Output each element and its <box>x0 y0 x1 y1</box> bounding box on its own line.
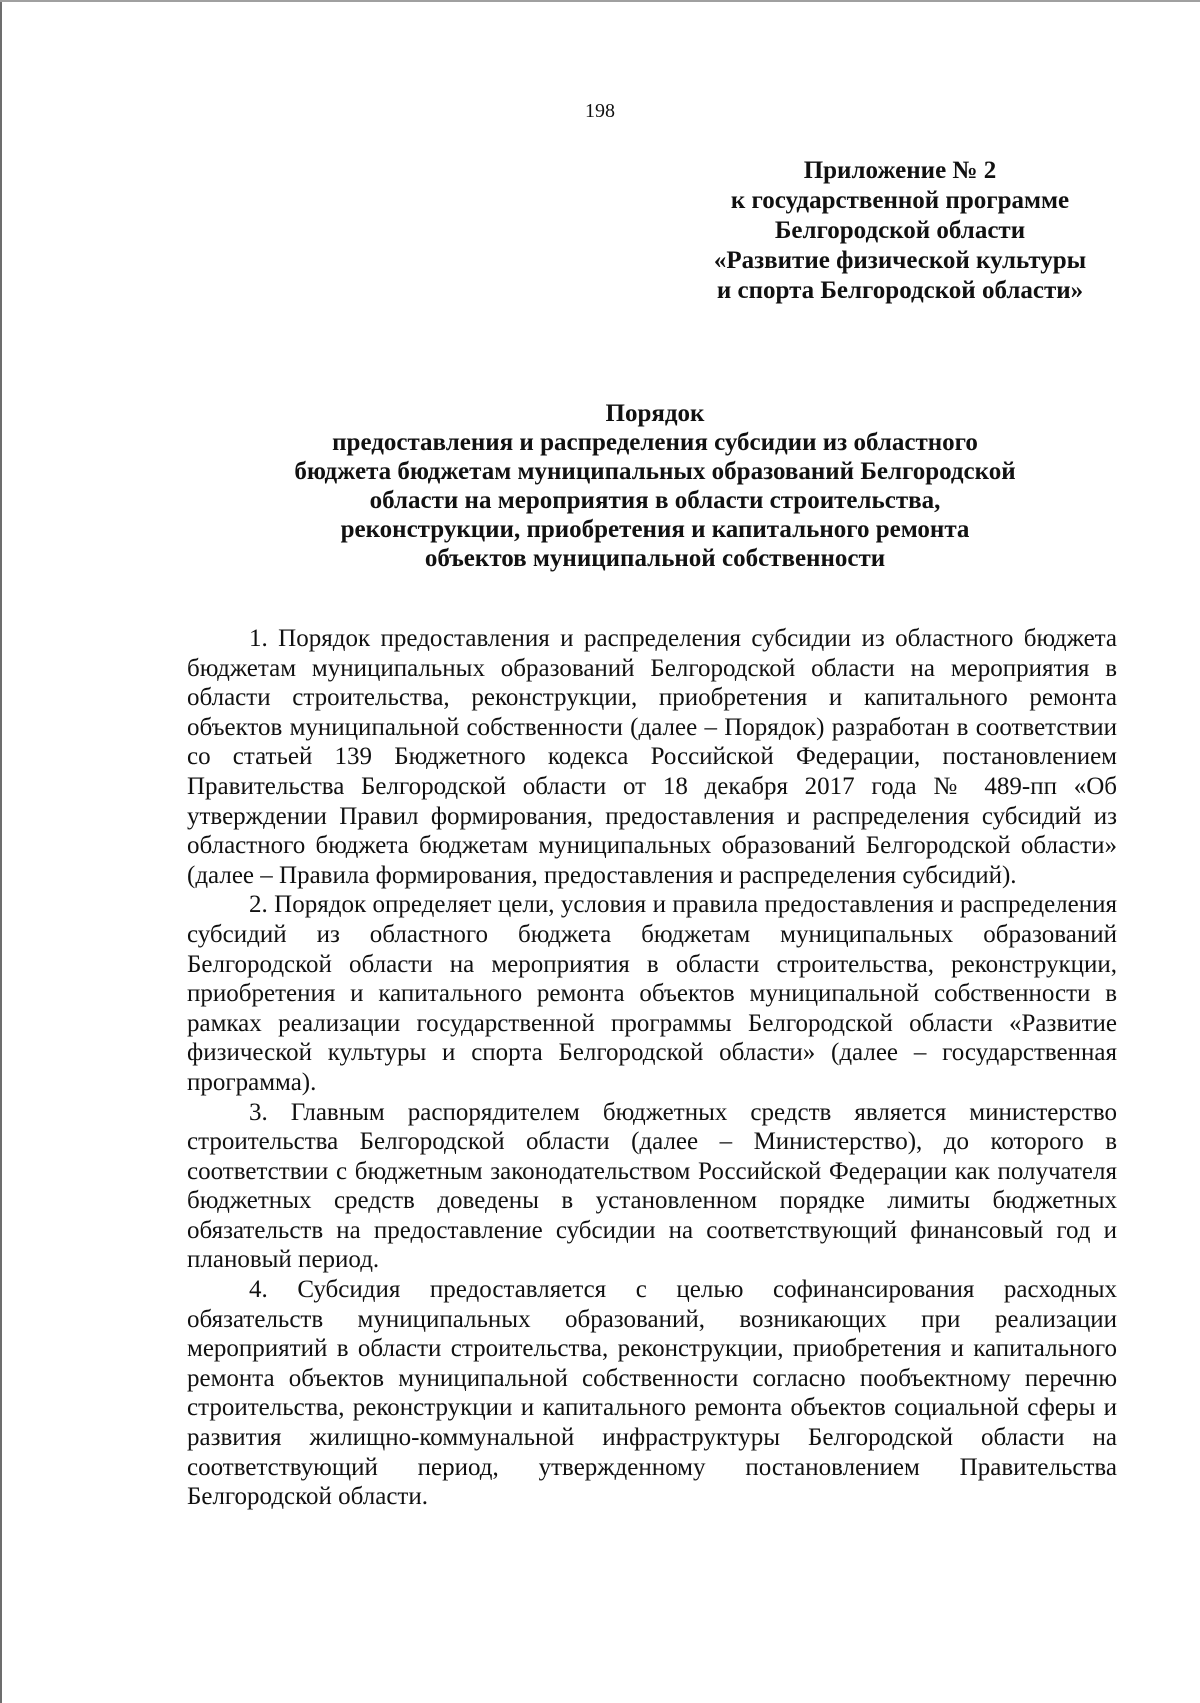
page-number: 198 <box>585 100 615 122</box>
title-line: реконструкции, приобретения и капитального ремонта <box>340 516 970 543</box>
appendix-line: «Развитие физической культуры <box>713 247 1087 274</box>
title-line: бюджета бюджетам муниципальных образований Белгородской <box>294 458 1016 485</box>
title-line: Порядок <box>605 400 705 427</box>
paragraph-1: 1. Порядок предоставления и распределения субсидии из областного бюджета бюджетам муниципальных образований Белгородской области на мероприятия в области строительства, реконструкции, приобретения и капитального ремонта объектов муниципальной собственности (далее – Порядок) разработан в соответствии со статьей 139 Бюджетного кодекса Российской Федерации, постановлением Правительства Белгородской области от 18 декабря 2017 года № 489-пп «Об утверждении Правил формирования, предоставления и распределения субсидий из областного бюджета бюджетам муниципальных образований Белгородской области» (далее – Правила формирования, предоставления и распределения субсидий). <box>187 625 1117 889</box>
paragraph-4: 4. Субсидия предоставляется с целью софинансирования расходных обязательств муниципальных образований, возникающих при реализации мероприятий в области строительства, реконструкции, приобретения и капитального ремонта объектов муниципальной собственности согласно пообъектному перечню строительства, реконструкции и капитального ремонта объектов социальной сферы и развития жилищно-коммунальной инфраструктуры Белгородской области на соответствующий период, утвержденному постановлением Правительства Белгородской области. <box>187 1276 1117 1511</box>
title-line: объектов муниципальной собственности <box>424 545 886 572</box>
appendix-line: к государственной программе <box>730 187 1070 214</box>
scan-edge-left <box>0 0 2 1703</box>
paragraph-2: 2. Порядок определяет цели, условия и правила предоставления и распределения субсидий из областного бюджета бюджетам муниципальных образований Белгородской области на мероприятия в области строительства, реконструкции, приобретения и капитального ремонта объектов муниципальной собственности в рамках реализации государственной программы Белгородской области «Развитие физической культуры и спорта Белгородской области» (далее – государственная программа). <box>187 891 1117 1096</box>
title-line: области на мероприятия в области строительства, <box>369 487 941 514</box>
appendix-line: Приложение № 2 <box>803 157 997 184</box>
document-title <box>190 399 1120 573</box>
paragraph-3: 3. Главным распорядителем бюджетных средств является министерство строительства Белгородской области (далее – Министерство), до которого в соответствии с бюджетным законодательством Российской Федерации как получателя бюджетных средств доведены в установленном порядке лимиты бюджетных обязательств на предоставление субсидии на соответствующий финансовый год и плановый период. <box>187 1098 1117 1274</box>
appendix-header <box>690 156 1110 306</box>
appendix-line: Белгородской области <box>774 217 1026 244</box>
document-body <box>187 624 1117 1512</box>
title-line: предоставления и распределения субсидии из областного <box>332 429 978 456</box>
scan-edge-top <box>0 0 1200 2</box>
appendix-line: и спорта Белгородской области» <box>716 277 1084 304</box>
